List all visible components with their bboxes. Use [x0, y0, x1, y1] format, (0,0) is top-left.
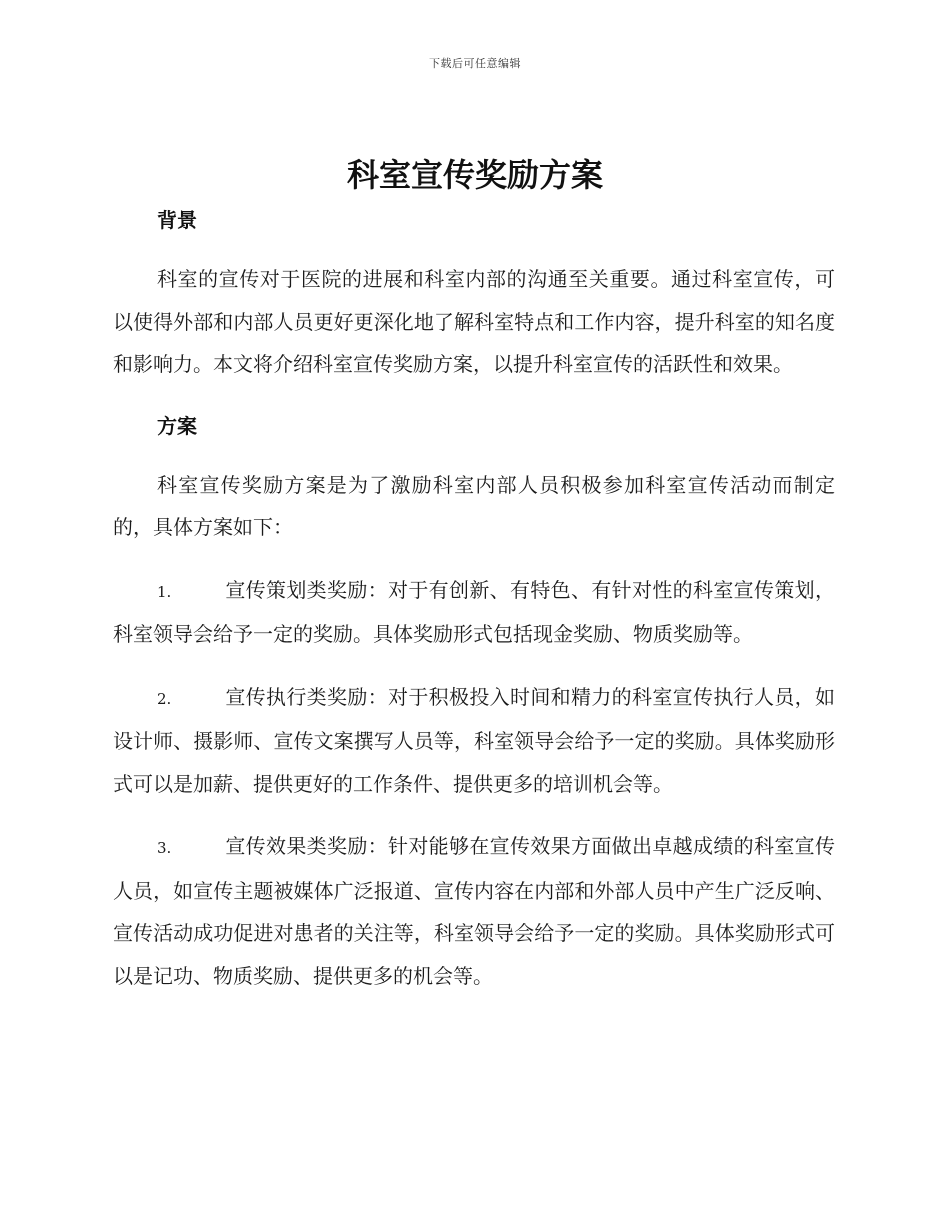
background-paragraph: 科室的宣传对于医院的进展和科室内部的沟通至关重要。通过科室宣传，可以使得外部和内部人员更好更深化地了解科室特点和工作内容，提升科室的知名度和影响力。本文将介绍科室宣传奖励方案，以提升科室宣传的活跃性和效果。 — [113, 267, 835, 376]
header-note: 下载后可任意编辑 — [429, 57, 521, 70]
list-item — [113, 569, 835, 656]
list-number: 1. — [157, 582, 172, 601]
document-title: 科室宣传奖励方案 — [346, 156, 603, 194]
list-number: 2. — [157, 689, 172, 708]
list-number: 3. — [157, 839, 172, 857]
document-body — [113, 200, 835, 997]
list-item-text: 宣传策划类奖励：对于有创新、有特色、有针对性的科室宣传策划，科室领导会给予一定的奖励。具体奖励形式包括现金奖励、物质奖励等。 — [113, 577, 835, 646]
list-item — [113, 825, 835, 997]
list-item-text: 宣传执行类奖励：对于积极投入时间和精力的科室宣传执行人员，如设计师、摄影师、宣传文案撰写人员等，科室领导会给予一定的奖励。具体奖励形式可以是加薪、提供更好的工作条件、提供更多的培训机会等。 — [113, 684, 835, 796]
list-item-text: 宣传效果类奖励：针对能够在宣传效果方面做出卓越成绩的科室宣传人员，如宣传主题被媒体广泛报道、宣传内容在内部和外部人员中产生广泛反响、宣传活动成功促进对患者的关注等，科室领导会给予一定的奖励。具体奖励形式可以是记功、物质奖励、提供更多的机会等。 — [113, 834, 835, 988]
list-item — [113, 676, 835, 806]
section-heading-plan: 方案 — [157, 413, 197, 438]
section-heading-background: 背景 — [157, 208, 197, 232]
plan-intro-paragraph: 科室宣传奖励方案是为了激励科室内部人员积极参加科室宣传活动而制定的，具体方案如下： — [113, 472, 835, 539]
